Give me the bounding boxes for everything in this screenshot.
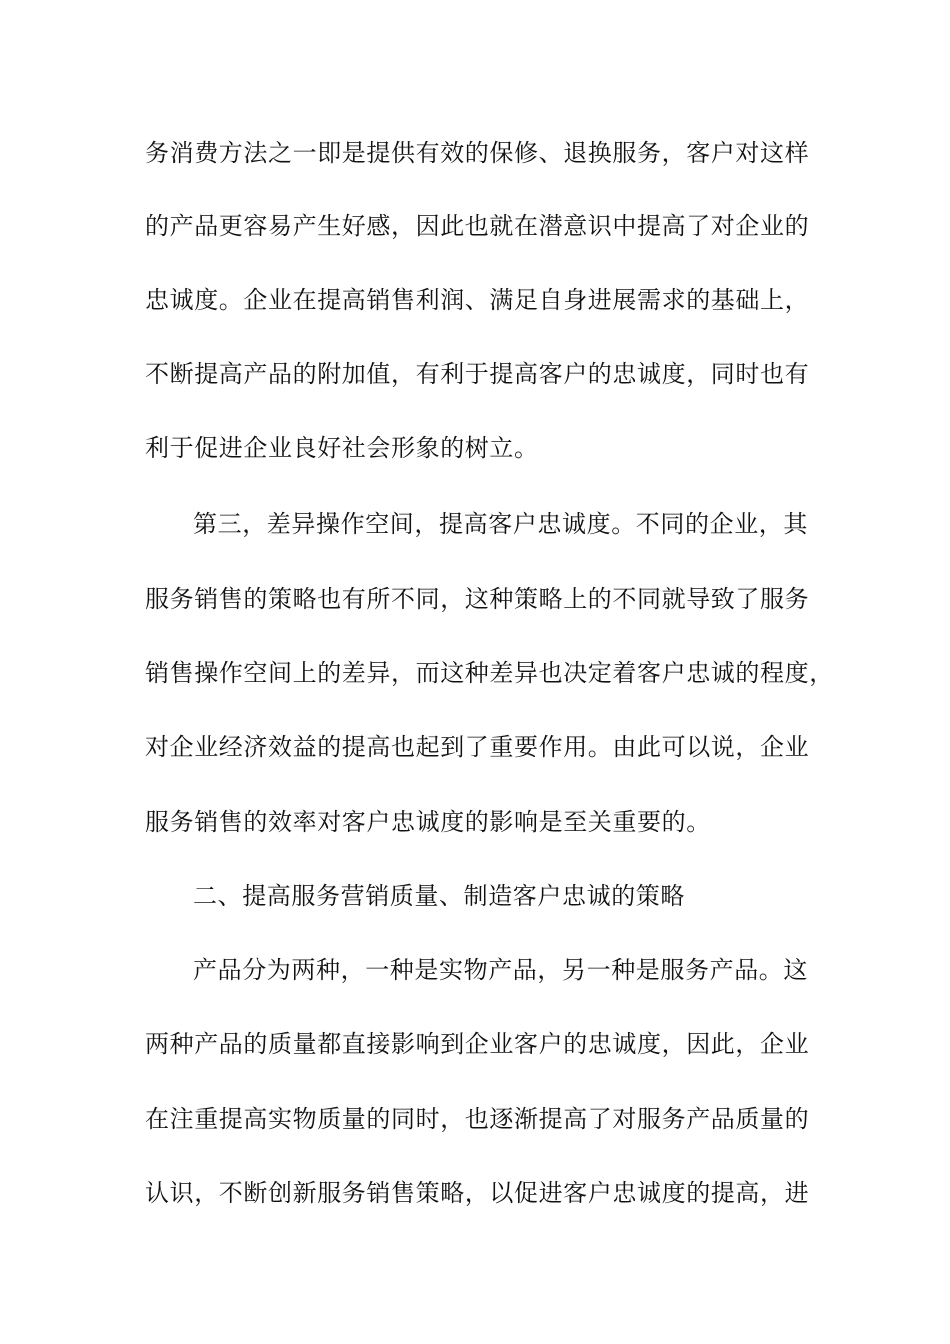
text-line: 不断提高产品的附加值，有利于提高客户的忠诚度，同时也有 [145,360,810,388]
text-line: 销售操作空间上的差异，而这种差异也决定着客户忠诚的程度， [145,659,834,687]
text-line: 利于促进企业良好社会形象的树立。 [145,434,539,462]
section-heading: 二、提高服务营销质量、制造客户忠诚的策略 [193,882,685,910]
text-line: 服务销售的策略也有所不同，这种策略上的不同就导致了服务 [145,585,810,613]
text-line: 忠诚度。企业在提高销售利润、满足自身进展需求的基础上， [145,286,810,314]
text-line: 务消费方法之一即是提供有效的保修、退换服务，客户对这样 [145,139,810,167]
text-line: 两种产品的质量都直接影响到企业客户的忠诚度，因此，企业 [145,1030,810,1058]
text-line: 对企业经济效益的提高也起到了重要作用。由此可以说，企业 [145,733,810,761]
text-line: 服务销售的效率对客户忠诚度的影响是至关重要的。 [145,808,711,836]
paragraph-first-line: 产品分为两种，一种是实物产品，另一种是服务产品。这 [193,956,808,984]
paragraph-first-line: 第三，差异操作空间，提高客户忠诚度。不同的企业，其 [193,510,808,538]
text-line: 的产品更容易产生好感，因此也就在潜意识中提高了对企业的 [145,212,810,240]
text-line: 认识，不断创新服务销售策略，以促进客户忠诚度的提高，进 [145,1179,810,1207]
text-line: 在注重提高实物质量的同时，也逐渐提高了对服务产品质量的 [145,1105,810,1133]
